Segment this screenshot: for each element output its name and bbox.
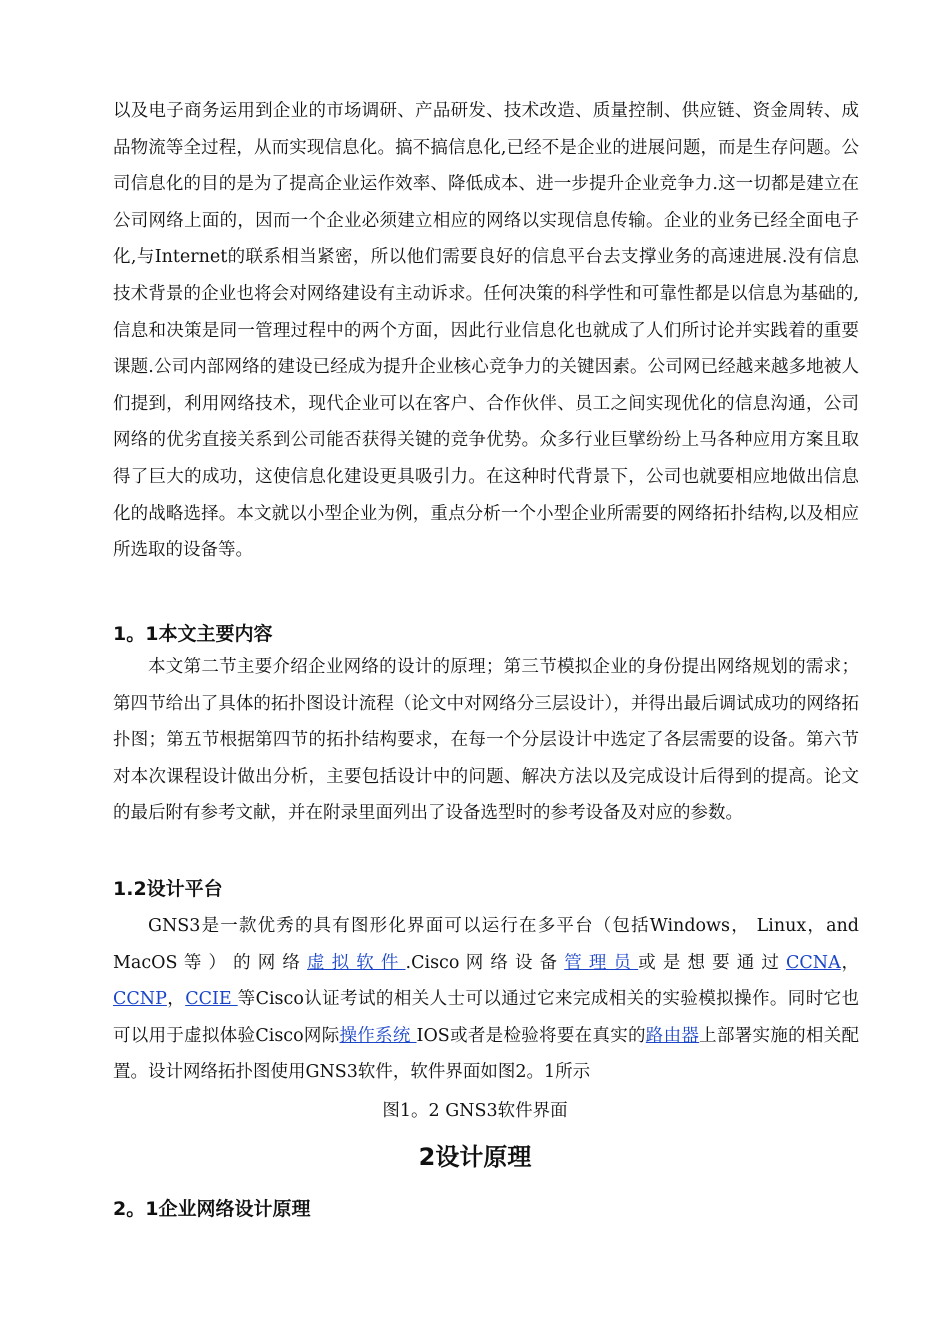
text-run: 或 是 想 要 通 过 xyxy=(638,952,786,973)
text-run: IOS或者是检验将要在真实的 xyxy=(416,1025,646,1046)
link-virtual-software[interactable]: 虚 拟 软 件 xyxy=(307,952,406,973)
section-1-2-heading: 1.2设计平台 xyxy=(113,878,223,900)
link-admin[interactable]: 管 理 员 xyxy=(564,952,639,973)
text-run: .Cisco 网 络 设 备 xyxy=(405,952,565,973)
link-router[interactable]: 路由器 xyxy=(645,1025,700,1046)
figure-caption: 图1。2 GNS3软件界面 xyxy=(382,1101,568,1121)
link-operating-system[interactable]: 操作系统 xyxy=(339,1025,417,1046)
section-1-2-body xyxy=(113,908,859,1091)
section-1-1-heading: 1。1本文主要内容 xyxy=(113,623,273,645)
text-run: GNS3是一款优秀的具有图形化界面可以运行在多平台（包括Windows， Linux，and MacOS 等 ） 的 网 络 xyxy=(113,916,859,973)
intro-paragraph: 以及电子商务运用到企业的市场调研、产品研发、技术改造、质量控制、供应链、资金周转、成品物流等全过程，从而实现信息化。搞不搞信息化,已经不是企业的进展问题，而是生存问题。公司信息化的目的是为了提高企业运作效率、降低成本、进一步提升企业竞争力.这一切都是建立在公司网络上面的，因而一个企业必须建立相应的网络以实现信息传输。企业的业务已经全面电子化,与Internet的联系相当紧密，所以他们需要良好的信息平台去支撑业务的高速进展.没有信息技术背景的企业也将会对网络建设有主动诉求。任何决策的科学性和可靠性都是以信息为基础的,信息和决策是同一管理过程中的两个方面，因此行业信息化也就成了人们所讨论并实践着的重要课题.公司内部网络的建设已经成为提升企业核心竞争力的关键因素。公司网已经越来越多地被人们提到，利用网络技术，现代企业可以在客户、合作伙伴、员工之间实现优化的信息沟通，公司网络的优劣直接关系到公司能否获得关键的竞争优势。众多行业巨擘纷纷上马各种应用方案且取得了巨大的成功，这使信息化建设更具吸引力。在这种时代背景下，公司也就要相应地做出信息化的战略选择。本文就以小型企业为例，重点分析一个小型企业所需要的网络拓扑结构,以及相应所选取的设备等。 xyxy=(113,101,859,561)
link-ccna[interactable]: CCNA xyxy=(785,952,841,973)
section-2-1-heading: 2。1企业网络设计原理 xyxy=(113,1198,311,1220)
text-run: 等Cisco认证考试的相关人士可以通过它来完成相关的实验模拟操作。同时它也可以用于虚拟体验Cisco网际 xyxy=(113,989,860,1046)
text-run: ， xyxy=(840,952,860,973)
text-run: ， xyxy=(166,989,186,1010)
link-ccie[interactable]: CCIE xyxy=(185,989,238,1010)
text-run: 上部署实施的相关配置。设计网络拓扑图使用GNS3软件，软件界面如图2。1所示 xyxy=(113,1025,860,1083)
chapter-2-heading: 2设计原理 xyxy=(418,1143,532,1171)
link-ccnp[interactable]: CCNP xyxy=(113,989,167,1010)
section-1-1-body: 本文第二节主要介绍企业网络的设计的原理；第三节模拟企业的身份提出网络规划的需求；第四节给出了具体的拓扑图设计流程（论文中对网络分三层设计），并得出最后调试成功的网络拓扑图；第五节根据第四节的拓扑结构要求，在每一个分层设计中选定了各层需要的设备。第六节对本次课程设计做出分析，主要包括设计中的问题、解决方法以及完成设计后得到的提高。论文的最后附有参考文献，并在附录里面列出了设备选型时的参考设备及对应的参数。 xyxy=(113,657,859,824)
